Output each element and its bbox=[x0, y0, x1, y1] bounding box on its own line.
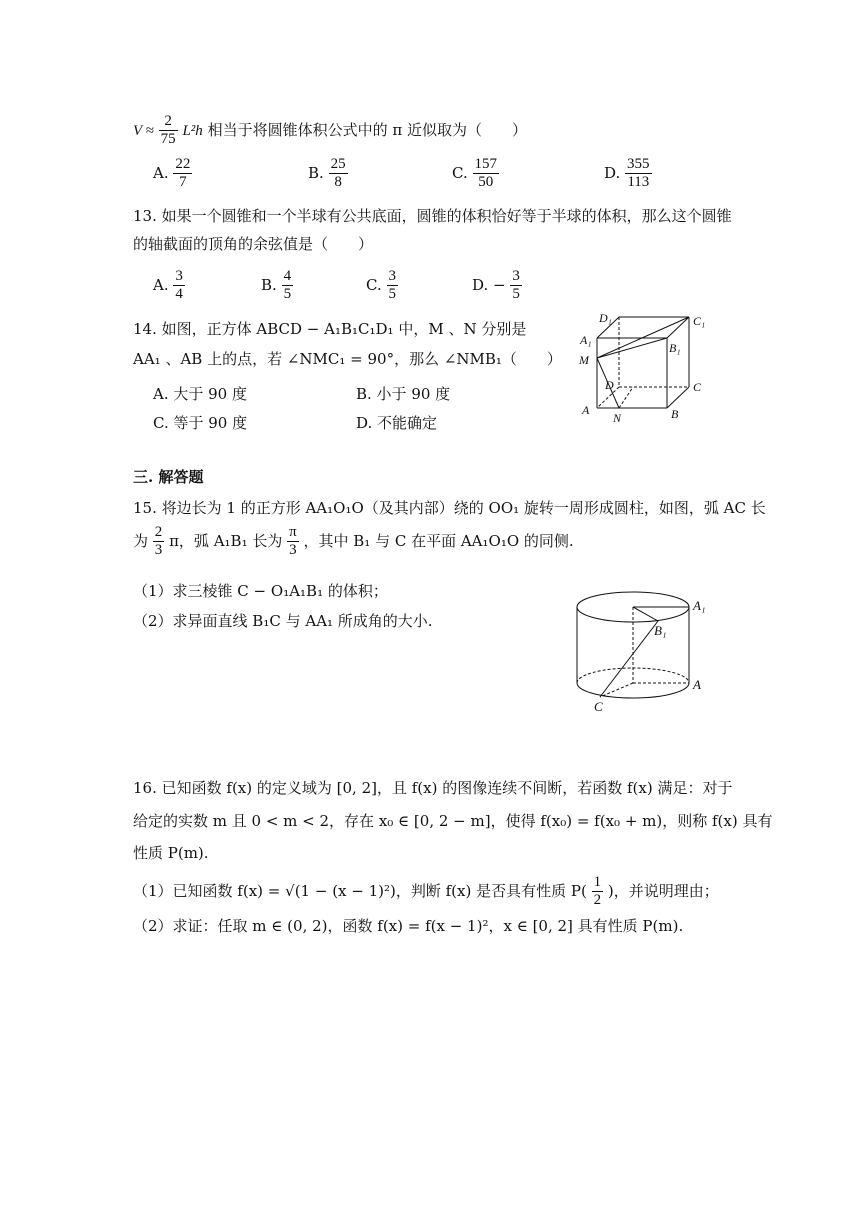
q14-line1: 14. 如图，正方体 ABCD − A₁B₁C₁D₁ 中，M 、N 分别是 bbox=[133, 320, 527, 338]
q15-part2: （2）求异面直线 B₁C 与 AA₁ 所成角的大小. bbox=[133, 612, 433, 630]
q14-option-d[interactable]: D. 不能确定 bbox=[356, 414, 438, 432]
q15-line2: 为 $\frac{2}{3}$ π，弧 A₁B₁ 长为 $\frac{\pi}{3}$ ，其中 B₁ 与 C 在平面 AA₁O₁O 的同侧. bbox=[133, 524, 574, 559]
q12-option-a[interactable]: A. $\frac{22}{7}$ bbox=[153, 156, 191, 191]
q13-line1: 13. 如果一个圆锥和一个半球有公共底面，圆锥的体积恰好等于半球的体积，那么这个圆锥 bbox=[133, 207, 732, 225]
label-b: B bbox=[671, 407, 679, 421]
q16-line2: 给定的实数 m 且 0 < m < 2，存在 x₀ ∈ [0, 2 − m]，使得 f(x₀) = f(x₀ + m)，则称 f(x) 具有 bbox=[133, 812, 773, 830]
label-b1: B₁ bbox=[654, 623, 667, 638]
q15-cylinder-figure bbox=[570, 585, 720, 715]
section-heading: 三. 解答题 bbox=[133, 468, 204, 486]
q13-option-c[interactable]: C. $\frac{3}{5}$ bbox=[366, 268, 396, 303]
q13-option-b[interactable]: B. $\frac{4}{5}$ bbox=[261, 268, 292, 303]
q12-stem bbox=[133, 113, 527, 149]
label-c: C bbox=[693, 380, 702, 394]
q12-option-d[interactable]: D. $\frac{355}{113}$ bbox=[604, 156, 650, 191]
q15-arc-fraction: $\frac{2}{3}$ bbox=[154, 524, 163, 559]
q13-option-d[interactable]: D. − $\frac{3}{5}$ bbox=[472, 268, 520, 303]
q16-part2: （2）求证：任取 m ∈ (0, 2)，函数 f(x) = f(x − 1)²，x ∈ [0, 2] 具有性质 P(m). bbox=[133, 917, 684, 935]
q14-option-b[interactable]: B. 小于 90 度 bbox=[356, 385, 451, 403]
q13-line2: 的轴截面的顶角的余弦值是（ ） bbox=[133, 235, 374, 253]
q13-option-a[interactable]: A. $\frac{3}{4}$ bbox=[153, 268, 183, 303]
label-c: C bbox=[594, 699, 603, 714]
q14-option-a[interactable]: A. 大于 90 度 bbox=[153, 385, 247, 403]
q14-line2: AA₁ 、AB 上的点，若 ∠NMC₁ = 90°，那么 ∠NMB₁（ ） bbox=[133, 350, 562, 368]
q12-formula-fraction: $\frac{2}{75}$ bbox=[160, 113, 176, 148]
label-a: A bbox=[693, 677, 701, 692]
q16-line1: 16. 已知函数 f(x) 的定义域为 [0, 2]，且 f(x) 的图像连续不间断，若函数 f(x) 满足：对于 bbox=[133, 779, 733, 797]
q15-line1: 15. 将边长为 1 的正方形 AA₁O₁O（及其内部）绕的 OO₁ 旋转一周形成圆柱，如图，弧 AC 长 bbox=[133, 499, 766, 517]
q12-formula-suffix: L²h bbox=[182, 122, 203, 139]
label-m: M bbox=[579, 353, 589, 367]
q15-arc2-fraction: $\frac{\pi}{3}$ bbox=[289, 524, 297, 559]
q14-cube-figure bbox=[575, 305, 715, 425]
q16-half-fraction: $\frac{1}{2}$ bbox=[593, 874, 602, 909]
label-a: A bbox=[582, 403, 590, 417]
label-a1: A₁ bbox=[693, 598, 706, 613]
label-a1: A₁ bbox=[580, 333, 592, 347]
label-d: D bbox=[605, 378, 614, 392]
label-d1: D₁ bbox=[599, 311, 612, 325]
q16-line3: 性质 P(m). bbox=[133, 844, 209, 862]
q12-formula-prefix: V ≈ bbox=[133, 122, 154, 139]
q12-option-b[interactable]: B. $\frac{25}{8}$ bbox=[308, 156, 346, 191]
label-c1: C₁ bbox=[693, 314, 706, 328]
q12-option-c[interactable]: C. $\frac{157}{50}$ bbox=[452, 156, 497, 191]
q15-part1: （1）求三棱锥 C − O₁A₁B₁ 的体积； bbox=[133, 582, 388, 600]
q14-option-c[interactable]: C. 等于 90 度 bbox=[153, 414, 248, 432]
q12-text: 相当于将圆锥体积公式中的 π 近似取为（ ） bbox=[207, 120, 527, 139]
label-b1: B₁ bbox=[669, 341, 681, 355]
q16-part1: （1）已知函数 f(x) = √(1 − (x − 1)²)，判断 f(x) 是否具有性质 P( $\frac{1}{2}$ )，并说明理由； bbox=[133, 874, 719, 909]
label-n: N bbox=[613, 411, 622, 425]
